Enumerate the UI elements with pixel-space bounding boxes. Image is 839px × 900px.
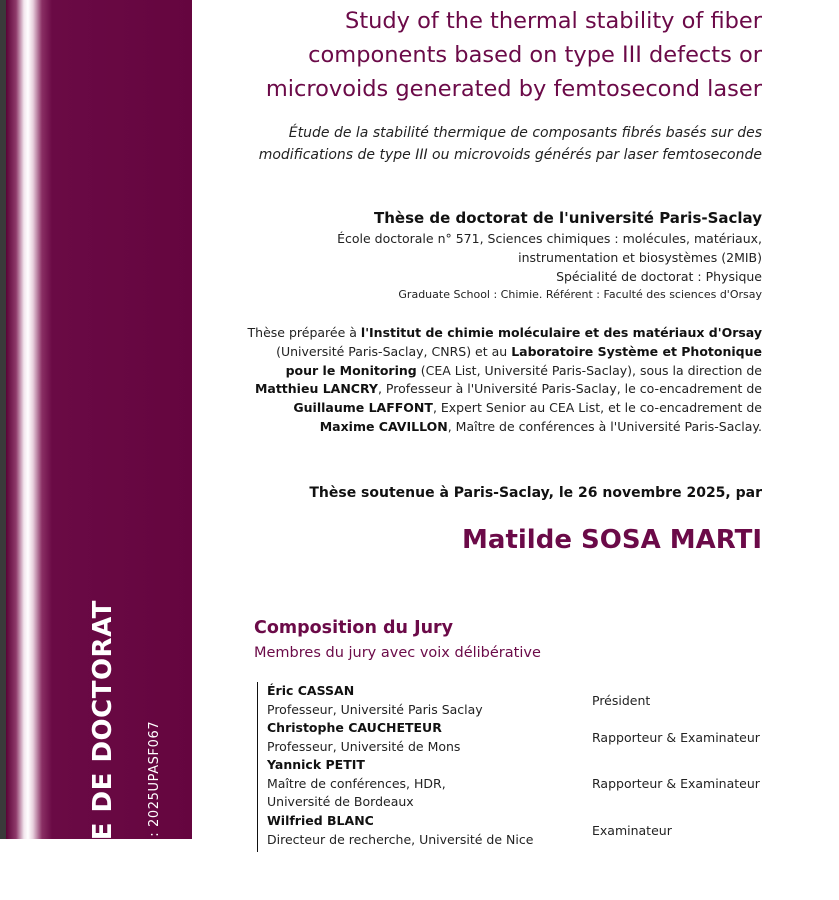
prep-text: Thèse préparée à xyxy=(247,325,361,340)
vertical-thesis-title: HESE DE DOCTORAT xyxy=(88,600,118,900)
jury-member-affiliation: Professeur, Université de Mons xyxy=(267,738,461,754)
french-title-line: Étude de la stabilité thermique de composants fibrés basés sur des xyxy=(288,125,762,141)
french-title xyxy=(242,122,762,166)
vertical-nnt: T : 2025UPASF067 xyxy=(147,720,162,850)
jury-member-role: Rapporteur & Examinateur xyxy=(592,776,760,791)
jury-member-role: Examinateur xyxy=(592,823,672,838)
jury-member-name: Wilfried BLANC xyxy=(267,813,374,828)
french-title-line: modifications de type III ou microvoids générés par laser femtoseconde xyxy=(258,147,762,163)
prep-text: , Maître de conférences à l'Université Paris-Saclay. xyxy=(447,418,762,434)
thesis-heading: Thèse de doctorat de l'université Paris-Saclay xyxy=(373,209,762,227)
prep-text: , Professeur à l'Université Paris-Saclay, le co-encadrement de xyxy=(377,381,762,397)
jury-member-role: Rapporteur & Examinateur xyxy=(592,730,760,745)
doctoral-school-line: instrumentation et biosystèmes (2MIB) xyxy=(518,250,762,265)
jury-member-affiliation: Maître de conférences, HDR, xyxy=(267,775,446,791)
english-title-line: microvoids generated by femtosecond laser xyxy=(265,76,762,102)
jury-member-affiliation: Professeur, Université Paris Saclay xyxy=(267,701,483,717)
co-supervisor-name: Maxime CAVILLON xyxy=(319,418,448,434)
jury-member-role: Président xyxy=(592,693,651,708)
director-name: Matthieu LANCRY xyxy=(254,381,378,397)
jury-member-name: Christophe CAUCHETEUR xyxy=(267,720,442,735)
prep-text: (Université Paris-Saclay, CNRS) et au xyxy=(276,343,512,359)
prep-text: , Expert Senior au CEA List, et le co-encadrement de xyxy=(432,400,762,416)
prep-text: (CEA List, Université Paris-Saclay), sous la direction de xyxy=(416,362,762,378)
jury-member-affiliation: Directeur de recherche, Université de Nice xyxy=(267,831,534,847)
jury-table xyxy=(257,682,763,852)
jury-member-name: Éric CASSAN xyxy=(267,683,355,698)
institute-name: l'Institut de chimie moléculaire et des matériaux d'Orsay xyxy=(360,325,762,340)
english-title-line: components based on type III defects or xyxy=(308,42,762,68)
preparation-paragraph xyxy=(242,324,762,437)
laboratory-name: Laboratoire Système et Photonique pour le Monitoring xyxy=(285,343,762,378)
jury-member xyxy=(258,812,763,852)
jury-title: Composition du Jury xyxy=(254,618,454,638)
jury-member xyxy=(258,719,763,756)
thesis-info xyxy=(242,207,762,304)
jury-member xyxy=(258,682,763,719)
jury-member xyxy=(258,756,763,812)
doctoral-school-line: École doctorale n° 571, Sciences chimiques : molécules, matériaux, xyxy=(337,231,762,246)
author-name: Matilde SOSA MARTI xyxy=(462,525,762,555)
english-title-line: Study of the thermal stability of fiber xyxy=(345,8,762,34)
cover-sidebar xyxy=(6,0,192,900)
co-supervisor-name: Guillaume LAFFONT xyxy=(293,400,433,416)
graduate-school: Graduate School : Chimie. Référent : Faculté des sciences d'Orsay xyxy=(398,288,762,301)
jury-member-name: Yannick PETIT xyxy=(267,757,365,772)
english-title xyxy=(242,4,762,106)
jury-member-affiliation: Université de Bordeaux xyxy=(267,794,414,809)
jury-subtitle: Membres du jury avec voix délibérative xyxy=(254,645,541,661)
defense-statement: Thèse soutenue à Paris-Saclay, le 26 novembre 2025, par xyxy=(309,485,762,501)
specialty: Spécialité de doctorat : Physique xyxy=(556,269,762,284)
